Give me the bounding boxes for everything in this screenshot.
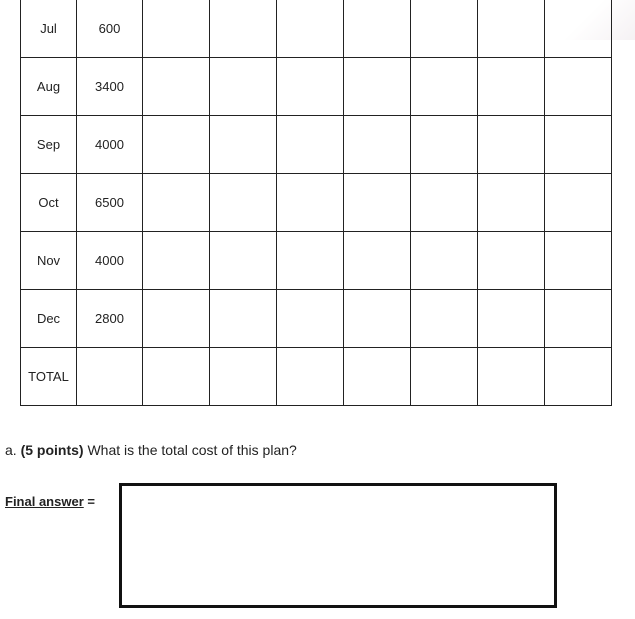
blank-cell[interactable] — [277, 348, 344, 406]
blank-cell[interactable] — [478, 348, 545, 406]
blank-cell[interactable] — [478, 290, 545, 348]
blank-cell[interactable] — [210, 290, 277, 348]
blank-cell[interactable] — [277, 116, 344, 174]
blank-cell[interactable] — [143, 116, 210, 174]
table-row — [21, 174, 612, 232]
blank-cell[interactable] — [210, 232, 277, 290]
blank-cell[interactable] — [344, 232, 411, 290]
blank-cell[interactable] — [210, 58, 277, 116]
blank-cell[interactable] — [411, 58, 478, 116]
blank-cell[interactable] — [545, 290, 612, 348]
blank-cell[interactable] — [478, 0, 545, 58]
table-row-total — [21, 348, 612, 406]
cost-plan-table — [20, 0, 612, 406]
blank-cell[interactable] — [478, 116, 545, 174]
blank-cell[interactable] — [210, 348, 277, 406]
table-row — [21, 0, 612, 58]
blank-cell[interactable] — [143, 58, 210, 116]
table-row — [21, 290, 612, 348]
blank-cell[interactable] — [545, 174, 612, 232]
value-cell: 2800 — [77, 290, 143, 348]
month-cell: Oct — [21, 174, 77, 232]
value-cell: 6500 — [77, 174, 143, 232]
blank-cell[interactable] — [344, 0, 411, 58]
blank-cell[interactable] — [411, 290, 478, 348]
blank-cell[interactable] — [545, 116, 612, 174]
month-cell: Sep — [21, 116, 77, 174]
blank-cell[interactable] — [344, 174, 411, 232]
blank-cell[interactable] — [344, 290, 411, 348]
final-answer-label-text: Final answer — [5, 494, 84, 509]
blank-cell[interactable] — [478, 232, 545, 290]
blank-cell[interactable] — [277, 290, 344, 348]
value-cell: 600 — [77, 0, 143, 58]
month-cell: Dec — [21, 290, 77, 348]
final-answer-equals: = — [83, 494, 95, 509]
blank-cell[interactable] — [143, 232, 210, 290]
final-answer-box[interactable] — [119, 483, 557, 608]
blank-cell[interactable] — [143, 348, 210, 406]
total-label-cell: TOTAL — [21, 348, 77, 406]
blank-cell[interactable] — [143, 174, 210, 232]
blank-cell[interactable] — [143, 290, 210, 348]
question-body: What is the total cost of this plan? — [83, 442, 297, 458]
blank-cell[interactable] — [344, 348, 411, 406]
blank-cell[interactable] — [344, 58, 411, 116]
blank-cell[interactable] — [277, 58, 344, 116]
blank-cell[interactable] — [545, 232, 612, 290]
blank-cell[interactable] — [277, 174, 344, 232]
blank-cell[interactable] — [277, 232, 344, 290]
blank-cell[interactable] — [411, 348, 478, 406]
question-points: (5 points) — [20, 442, 84, 458]
blank-cell[interactable] — [277, 0, 344, 58]
blank-cell[interactable] — [478, 58, 545, 116]
question-prefix: a. — [5, 442, 21, 458]
month-cell: Nov — [21, 232, 77, 290]
blank-cell[interactable] — [411, 116, 478, 174]
total-value-cell[interactable] — [77, 348, 143, 406]
blank-cell[interactable] — [411, 0, 478, 58]
month-cell: Aug — [21, 58, 77, 116]
blank-cell[interactable] — [545, 0, 612, 58]
table-row — [21, 116, 612, 174]
blank-cell[interactable] — [411, 174, 478, 232]
blank-cell[interactable] — [478, 174, 545, 232]
value-cell: 4000 — [77, 232, 143, 290]
blank-cell[interactable] — [210, 174, 277, 232]
blank-cell[interactable] — [210, 116, 277, 174]
value-cell: 3400 — [77, 58, 143, 116]
value-cell: 4000 — [77, 116, 143, 174]
blank-cell[interactable] — [545, 58, 612, 116]
final-answer-label — [5, 494, 95, 509]
table-row — [21, 232, 612, 290]
blank-cell[interactable] — [411, 232, 478, 290]
blank-cell[interactable] — [344, 116, 411, 174]
table-row — [21, 58, 612, 116]
blank-cell[interactable] — [545, 348, 612, 406]
question-text — [5, 442, 297, 458]
blank-cell[interactable] — [210, 0, 277, 58]
blank-cell[interactable] — [143, 0, 210, 58]
month-cell: Jul — [21, 0, 77, 58]
